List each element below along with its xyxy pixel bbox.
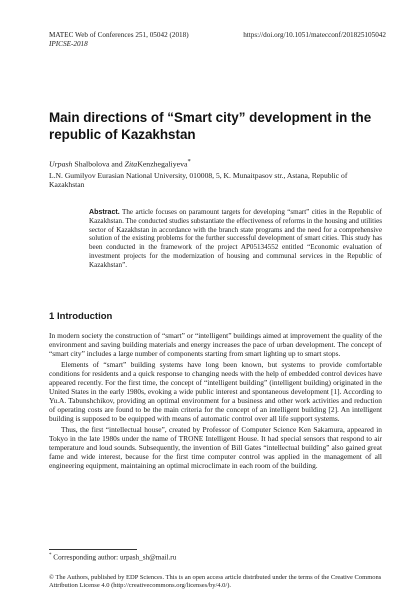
doi-link[interactable]: https://doi.org/10.1051/matecconf/201825105042 bbox=[243, 31, 386, 39]
section-heading bbox=[49, 311, 112, 322]
journal-citation: MATEC Web of Conferences 251, 05042 (2018) bbox=[49, 31, 189, 39]
author-1-family-name: Shalbolova bbox=[74, 159, 110, 169]
author-2-family-name: Kenzhegaliyeva bbox=[137, 159, 188, 169]
affiliation: L.N. Gumilyov Eurasian National University, 010008, 5, K. Munaitpasov str., Astana, Republic of Kazakhstan bbox=[49, 171, 348, 190]
abstract-text: The article focuses on paramount targets for developing “smart” cities in the Republic of Kazakhstan. The conducted studies substantiate the effectiveness of reforms in the housing and utilities sector of Kazakhstan in accordance with the branch state programs and the need for a comprehensive solution of the existing problems for the further successful development of smart cities. This study has been conducted in the framework of the project AP05134552 entitled “Economic evaluation of investment projects for the modernization of housing and communal services in the Republic of Kazakhstan”. bbox=[89, 208, 382, 269]
paragraph: Elements of “smart” building systems have long been known, but systems to provide comfortable conditions for residents and a quick response to changing needs with the help of embedded control devices have appeared recently. For the first time, the concept of “intelligent building” (intelligent building) originated in the United States in the early 1980s, evoking a wide public interest and spontaneous development [1]. According to Yu.A. Tabunshchikov, providing an optimal environment for a business and other work activities and reduction of operating costs are found to be the main criteria for the concept of an intelligent building [2]. An intelligent building is supposed to be equipped with means of automatic control over all life support systems. bbox=[49, 359, 382, 424]
footnote-divider bbox=[49, 549, 137, 550]
footnote-text: Corresponding author: urpash_sh@mail.ru bbox=[53, 553, 177, 562]
section-title: Introduction bbox=[56, 311, 113, 322]
paragraph: In modern society the construction of “smart” or “intelligent” buildings aimed at improvement the quality of the environment and saving building materials and energy increases the pace of urban development. The concept of “smart city” includes a large number of components starting from smart lighting up to smart stops. bbox=[49, 331, 382, 359]
section-number: 1 bbox=[49, 311, 55, 322]
paper-title: Main directions of “Smart city” development in the republic of Kazakhstan bbox=[49, 110, 372, 142]
author-conjunction: and bbox=[111, 159, 123, 169]
abstract-label: Abstract. bbox=[89, 208, 120, 216]
corresponding-author-mark: * bbox=[187, 158, 191, 165]
author-list bbox=[49, 158, 191, 169]
author-1-given-name: Urpash bbox=[49, 159, 73, 169]
license-notice: © The Authors, published by EDP Sciences. This is an open access article distributed under the terms of the Creative Commons Attribution License 4.0 (http://creativecommons.org/licenses/by/4.0/). bbox=[49, 574, 382, 589]
abstract bbox=[89, 208, 382, 269]
author-2-given-name: Zita bbox=[124, 159, 138, 169]
footnote-mark: * bbox=[49, 553, 52, 558]
footnote bbox=[49, 553, 176, 561]
body-text bbox=[49, 331, 382, 472]
conference-name: IPICSE-2018 bbox=[49, 40, 88, 48]
paragraph: Thus, the first “intellectual house”, created by Professor of Computer Science Ken Sakamura, appeared in Tokyo in the late 1980s under the name of TRONE Intelligent House. It had special sensors that respond to air temperature and loud sounds. Subsequently, the invention of Bill Gates “intellectual building” also gained great fame and wide interest, because for the first time computer control was applied in the management of all engineering equipment, maintaining an optimal microclimate in each room of the building. bbox=[49, 424, 382, 471]
running-header bbox=[49, 31, 386, 49]
